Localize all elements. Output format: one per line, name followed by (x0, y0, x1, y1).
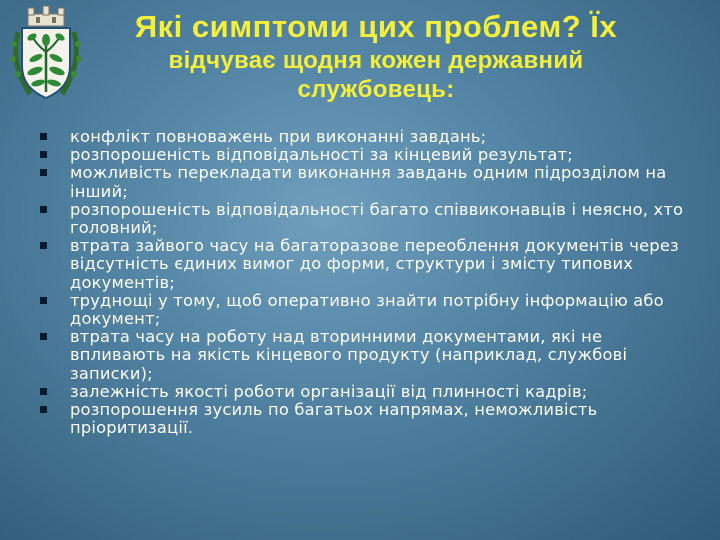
list-item-text: розпорошеність відповідальності за кінцевий результат; (70, 145, 573, 165)
bullet-icon (40, 297, 47, 304)
list-item (40, 164, 700, 200)
list-item (40, 201, 700, 237)
bullet-icon (40, 333, 47, 340)
bullet-icon (40, 133, 47, 140)
title-line-2: відчуває щодня кожен державний (168, 46, 584, 74)
list-item (40, 128, 700, 146)
bullet-icon (40, 151, 47, 158)
list-item-text: розпорошеність відповідальності багато співвиконавців і неясно, хто головний; (70, 199, 684, 238)
bullet-icon (40, 169, 47, 176)
list-item (40, 401, 700, 437)
list-item (40, 237, 700, 292)
bullet-icon (40, 206, 47, 213)
list-item (40, 328, 700, 383)
crown-icon (28, 6, 64, 26)
list-item (40, 383, 700, 401)
list-item (40, 292, 700, 328)
list-item-text: конфлікт повноважень при виконанні завдань; (70, 127, 487, 146)
list-item-text: можливість перекладати виконання завдань одним підрозділом на інший; (70, 163, 667, 201)
list-item-text: втрата часу на роботу над вторинними документами, які не впливають на якість кінцевого продукту (наприклад, службові записки); (70, 327, 628, 383)
bullet-icon (40, 242, 47, 249)
list-item-text: залежність якості роботи організації від плинності кадрів; (70, 381, 588, 401)
bullet-icon (40, 406, 47, 413)
bullet-icon (40, 388, 47, 395)
coat-of-arms-icon (6, 4, 86, 104)
list-item-text: розпорошення зусиль по багатьох напрямах, неможливість пріоритизації. (70, 400, 598, 438)
slide-title (86, 8, 666, 104)
list-item-text: втрата зайвого часу на багаторазове переоблення документів через відсутність єдиних вимог до форми, структури і змісту типових документів; (70, 236, 679, 292)
title-line-3: службовець: (297, 76, 455, 104)
symptom-list (40, 128, 700, 437)
title-line-1: Які симптоми цих проблем? Їх (134, 9, 618, 44)
list-item-text: труднощі у тому, щоб оперативно знайти потрібну інформацію або документ; (70, 290, 664, 329)
list-item (40, 146, 700, 164)
